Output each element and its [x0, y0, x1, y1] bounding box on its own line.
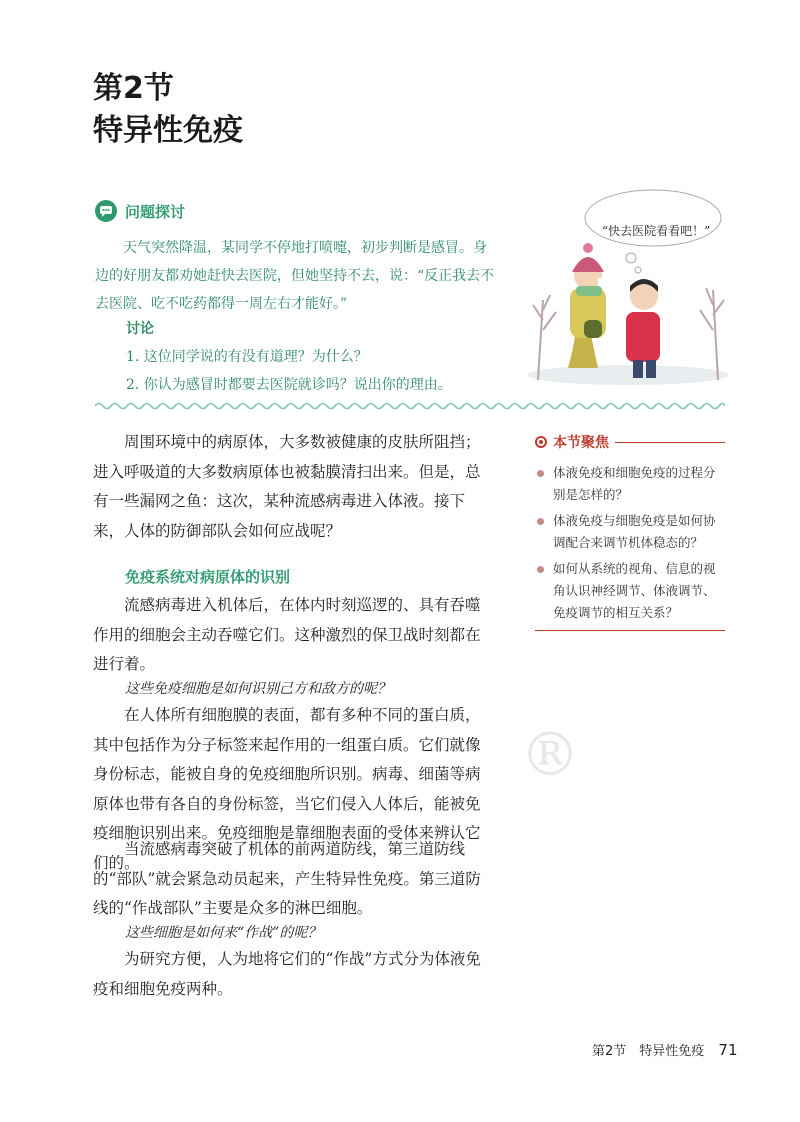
body-paragraph-3: 当流感病毒突破了机体的前两道防线，第三道防线的“部队”就会紧急动员起来，产生特异性免疫。第三道防线的“作战部队”主要是众多的淋巴细胞。 — [93, 840, 481, 917]
section-body-3 — [93, 835, 493, 924]
discussion-question-1: 1. 这位同学说的有没有道理？为什么？ — [126, 349, 368, 365]
body-paragraph-4: 为研究方便，人为地将它们的“作战”方式分为体液免疫和细胞免疫两种。 — [93, 950, 481, 998]
wavy-divider — [95, 396, 725, 415]
speech-bubble: “快去医院看看吧！” — [602, 224, 711, 238]
intro-text — [93, 428, 493, 546]
problem-paragraph: 天气突然降温，某同学不停地打喷嚏，初步判断是感冒。身边的好朋友都劝她赶快去医院，但她坚持不去，说：“反正我去不去医院、吃不吃药都得一周左右才能好。” — [95, 240, 495, 312]
question-1: 这些免疫细胞是如何识别己方和敌方的呢？ — [125, 681, 391, 697]
focus-divider — [535, 630, 725, 631]
page-number: 71 — [718, 1041, 738, 1059]
section-body-1 — [93, 591, 493, 680]
problem-title: 问题探讨 — [125, 202, 186, 221]
problem-header — [95, 200, 185, 222]
question-2: 这些细胞是如何来“作战”的呢？ — [125, 925, 322, 941]
problem-text — [95, 234, 495, 318]
focus-item: 体液免疫和细胞免疫的过程分别是怎样的？ — [535, 462, 725, 506]
page-footer — [592, 1040, 738, 1059]
focus-header — [535, 432, 725, 452]
body-paragraph-1: 流感病毒进入机体后，在体内时刻巡逻的、具有吞噬作用的细胞会主动吞噬它们。这种激烈的保卫战时刻都在进行着。 — [93, 596, 481, 673]
target-icon — [535, 436, 547, 448]
watermark: ® — [520, 720, 580, 790]
section-focus — [535, 432, 725, 631]
intro-paragraph: 周围环境中的病原体，大多数被健康的皮肤所阻挡；进入呼吸道的大多数病原体也被黏膜清扫出来。但是，总有一些漏网之鱼：这次，某种流感病毒进入体液。接下来，人体的防御部队会如何应战呢？ — [93, 433, 481, 540]
focus-item: 如何从系统的视角、信息的视角认识神经调节、体液调节、免疫调节的相互关系？ — [535, 558, 725, 624]
subsection-heading: 免疫系统对病原体的识别 — [125, 568, 291, 586]
illustration — [528, 180, 728, 385]
discussion-question-2: 2. 你认为感冒时都要去医院就诊吗？说出你的理由。 — [126, 377, 452, 393]
body-paragraph-2: 在人体所有细胞膜的表面，都有多种不同的蛋白质，其中包括作为分子标签来起作用的一组蛋白质。它们就像身份标志，能被自身的免疫细胞所识别。病毒、细菌等病原体也带有各自的身份标签，当它们侵入人体后，能被免疫细胞识别出来。免疫细胞是靠细胞表面的受体来辨认它们的。 — [93, 706, 481, 872]
focus-item: 体液免疫与细胞免疫是如何协调配合来调节机体稳态的？ — [535, 510, 725, 554]
chat-icon — [95, 200, 117, 222]
section-number: 第2节 — [93, 71, 174, 106]
focus-title: 本节聚焦 — [553, 435, 609, 451]
section-title — [93, 68, 243, 152]
section-name: 特异性免疫 — [93, 113, 243, 148]
focus-list — [535, 462, 725, 624]
discussion-title: 讨论 — [126, 321, 154, 337]
section-body-4 — [93, 945, 493, 1004]
footer-label: 第2节 特异性免疫 — [592, 1044, 705, 1059]
